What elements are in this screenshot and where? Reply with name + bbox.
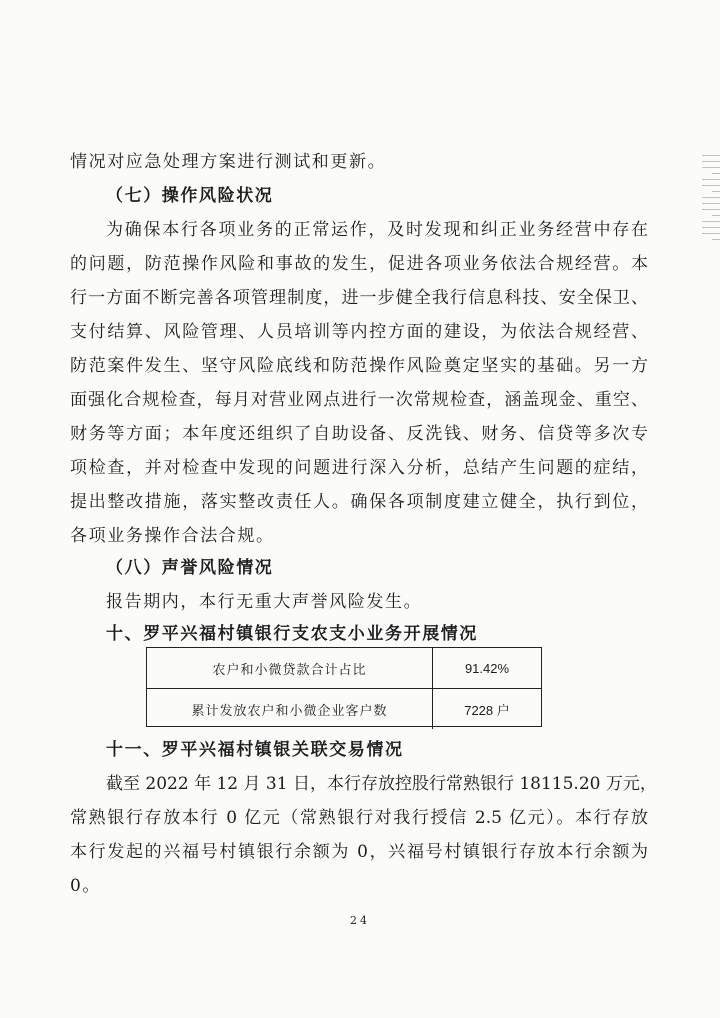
table-row — [147, 688, 541, 729]
page-number: 24 — [350, 914, 370, 927]
paragraph-line: 面强化合规检查，每月对营业网点进行一次常规检查，涵盖现金、重空、 — [70, 390, 648, 410]
agri-small-business-table — [146, 647, 542, 727]
paragraph-line: 为确保本行各项业务的正常运作，及时发现和纠正业务经营中存在 — [106, 220, 648, 240]
paragraph-line: 行一方面不断完善各项管理制度，进一步健全我行信息科技、安全保卫、 — [70, 288, 648, 308]
paragraph-line: 支付结算、风险管理、人员培训等内控方面的建设，为依法合规经营、 — [70, 322, 648, 342]
table-cell-label: 累计发放农户和小微企业客户数 — [147, 689, 433, 729]
section-heading-related-transactions: 十一、罗平兴福村镇银关联交易情况 — [106, 740, 404, 760]
page-edge-marks — [702, 150, 720, 570]
table-row — [147, 648, 541, 688]
paragraph-line: 的问题，防范操作风险和事故的发生，促进各项业务依法合规经营。本 — [70, 254, 648, 274]
section-heading-operational-risk: （七）操作风险状况 — [106, 186, 274, 206]
paragraph-line: 常熟银行存放本行 0 亿元（常熟银行对我行授信 2.5 亿元）。本行存放 — [70, 808, 648, 828]
paragraph-line: 防范案件发生、坚守风险底线和防范操作风险奠定坚实的基础。另一方 — [70, 356, 648, 376]
paragraph-line: 报告期内，本行无重大声誉风险发生。 — [106, 592, 423, 612]
paragraph-line: 项检查，并对检查中发现的问题进行深入分析，总结产生问题的症结， — [70, 458, 648, 478]
paragraph-line: 财务等方面；本年度还组织了自助设备、反洗钱、财务、信贷等多次专 — [70, 424, 648, 444]
paragraph-line: 本行发起的兴福号村镇银行余额为 0，兴福号村镇银行存放本行余额为 — [70, 842, 648, 862]
table-cell-value: 91.42% — [464, 660, 510, 676]
table-cell-value: 7228 户 — [464, 702, 510, 718]
paragraph-line: 各项业务操作合法合规。 — [70, 526, 275, 546]
paragraph-line: 截至 2022 年 12 月 31 日，本行存放控股行常熟银行 18115.20 万元， — [106, 774, 657, 794]
paragraph-continuation: 情况对应急处理方案进行测试和更新。 — [70, 152, 387, 172]
section-heading-agri-small-business: 十、罗平兴福村镇银行支农支小业务开展情况 — [106, 624, 478, 644]
paragraph-line: 提出整改措施，落实整改责任人。确保各项制度建立健全，执行到位， — [70, 492, 648, 512]
table-cell-label: 农户和小微贷款合计占比 — [147, 648, 433, 688]
section-heading-reputation-risk: （八）声誉风险情况 — [106, 558, 274, 578]
paragraph-line: 0。 — [70, 876, 102, 896]
